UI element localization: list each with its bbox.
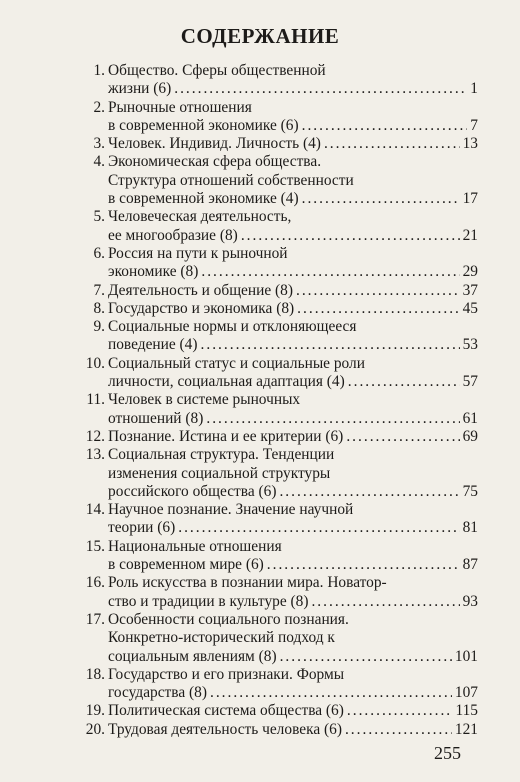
toc-entry (80, 355, 478, 392)
dot-leader (296, 282, 460, 300)
toc-entry-title-line: Деятельность и общение (8) (108, 281, 293, 299)
toc-entry-last-line (108, 519, 478, 537)
dot-leader (279, 483, 459, 501)
toc-entry-title-line: Общество. Сферы общественной (108, 62, 326, 79)
toc-entry (80, 99, 478, 136)
toc-entry-number: 10. (85, 354, 105, 372)
toc-entry (80, 62, 478, 99)
dot-leader (241, 227, 460, 245)
page-title: СОДЕРЖАНИЕ (180, 24, 340, 48)
toc-entry-title-line: личности, социальная адаптация (4) (108, 373, 345, 391)
toc-entry-title-line: Государство и его признаки. Формы (108, 665, 345, 683)
toc-entry-last-line (108, 428, 478, 446)
dot-leader (348, 373, 460, 391)
toc-entry-title-line: Россия на пути к рыночной (108, 244, 288, 262)
toc-entry (80, 300, 478, 318)
dot-leader (201, 336, 460, 354)
toc-entry (80, 428, 478, 446)
toc-entry-number: 16. (85, 574, 105, 592)
toc-entry (80, 245, 478, 282)
toc-entry-last-line (108, 648, 478, 666)
toc-entry-number: 8. (93, 299, 105, 317)
toc-entry-page: 7 (470, 116, 478, 134)
toc-entry-last-line (108, 227, 478, 245)
toc-entry-number: 4. (93, 153, 105, 171)
toc-entry-title-line: в современной экономике (6) (108, 116, 299, 134)
toc-entry (80, 538, 478, 575)
toc-entry-page: 45 (462, 299, 478, 317)
toc-entry-number: 12. (85, 427, 105, 445)
dot-leader (302, 190, 460, 208)
toc-entry-number: 5. (93, 208, 105, 226)
toc-entry-title-line: жизни (6) (108, 80, 172, 98)
dot-leader (311, 593, 459, 611)
toc-entry-last-line (108, 135, 478, 153)
toc-entry-title-line: Национальные отношения (108, 537, 282, 555)
toc-entry (80, 153, 478, 208)
toc-entry-last-line (108, 556, 478, 574)
toc-entry-last-line (108, 300, 478, 318)
dot-leader (210, 684, 452, 702)
toc-entry-page: 13 (462, 135, 478, 153)
table-of-contents (80, 62, 478, 739)
toc-entry-last-line (108, 684, 478, 702)
toc-entry-page: 87 (462, 556, 478, 574)
toc-entry-title-line: ство и традиции в культуре (8) (108, 592, 309, 610)
toc-entry-page: 107 (454, 684, 478, 702)
toc-entry-page: 81 (462, 519, 478, 537)
toc-entry (80, 318, 478, 355)
toc-entry (80, 611, 478, 666)
toc-entry-last-line (108, 263, 478, 281)
toc-entry-title-line: российского общества (6) (108, 482, 277, 500)
toc-entry-title-line: Экономическая сфера общества. (108, 153, 322, 171)
toc-entry-page: 29 (462, 263, 478, 281)
toc-entry-page: 1 (470, 80, 478, 98)
toc-entry-last-line (108, 483, 478, 501)
dot-leader (347, 702, 453, 720)
toc-entry-title-line: ее многообразие (8) (108, 226, 238, 244)
toc-entry-title-line: теории (6) (108, 519, 176, 537)
toc-entry-page: 75 (462, 482, 478, 500)
toc-entry-last-line (108, 190, 478, 208)
toc-entry-title-line: Человек. Индивид. Личность (4) (108, 135, 321, 153)
toc-entry-number: 14. (85, 501, 105, 519)
toc-entry (80, 135, 478, 153)
toc-entry-number: 17. (85, 610, 105, 628)
dot-leader (174, 80, 467, 98)
toc-entry-title-line: Особенности социального познания. (108, 610, 349, 628)
toc-entry-title-line: Познание. Истина и ее критерии (6) (108, 427, 344, 445)
toc-entry-title-line: государства (8) (108, 684, 207, 702)
toc-entry-page: 17 (462, 190, 478, 208)
toc-entry-last-line (108, 373, 478, 391)
toc-entry-page: 93 (462, 592, 478, 610)
toc-entry-title-line: Научное познание. Значение научной (108, 501, 354, 519)
toc-entry-title-line: поведение (4) (108, 336, 198, 354)
toc-entry-number: 18. (85, 665, 105, 683)
toc-entry-title-line: Социальный статус и социальные роли (108, 354, 365, 372)
toc-entry-number: 1. (93, 62, 105, 79)
toc-entry-title-line: Структура отношений собственности (108, 171, 354, 189)
toc-entry (80, 501, 478, 538)
toc-entry-last-line (108, 721, 478, 739)
toc-entry (80, 702, 478, 720)
toc-entry (80, 282, 478, 300)
toc-entry-title-line: Политическая система общества (6) (108, 702, 344, 720)
toc-entry-number: 7. (93, 281, 105, 299)
toc-entry-number: 3. (93, 135, 105, 153)
toc-entry-page: 61 (462, 409, 478, 427)
toc-entry (80, 208, 478, 245)
toc-entry-title-line: экономике (8) (108, 263, 199, 281)
toc-entry-page: 57 (462, 373, 478, 391)
toc-entry-last-line (108, 282, 478, 300)
toc-entry-last-line (108, 702, 478, 720)
toc-entry-last-line (108, 117, 478, 135)
toc-entry-page: 69 (462, 427, 478, 445)
toc-entry-title-line: Человеческая деятельность, (108, 208, 292, 226)
toc-entry (80, 721, 478, 739)
toc-entry-title-line: Конкретно-исторический подход к (108, 629, 335, 647)
toc-entry (80, 574, 478, 611)
toc-entry (80, 391, 478, 428)
toc-entry-last-line (108, 80, 478, 98)
toc-entry-page: 115 (455, 702, 478, 720)
toc-entry-last-line (108, 336, 478, 354)
toc-entry-page: 37 (462, 281, 478, 299)
toc-entry-page: 53 (462, 336, 478, 354)
toc-entry-number: 11. (86, 391, 105, 409)
dot-leader (324, 135, 460, 153)
toc-entry-number: 20. (85, 720, 105, 738)
dot-leader (302, 117, 468, 135)
dot-leader (267, 556, 460, 574)
toc-entry-page: 101 (454, 647, 478, 665)
toc-entry-page: 121 (454, 720, 478, 738)
toc-entry-number: 2. (93, 98, 105, 116)
dot-leader (280, 648, 452, 666)
page-number: 255 (434, 743, 461, 763)
dot-leader (345, 721, 452, 739)
dot-leader (178, 519, 459, 537)
toc-entry-title-line: Трудовая деятельность человека (6) (108, 720, 342, 738)
toc-entry-page: 21 (462, 226, 478, 244)
dot-leader (206, 410, 459, 428)
toc-entry-last-line (108, 410, 478, 428)
toc-entry-number: 9. (93, 318, 105, 336)
toc-entry-title-line: отношений (8) (108, 409, 204, 427)
toc-entry-title-line: Роль искусства в познании мира. Новатор- (108, 574, 387, 592)
toc-entry-last-line (108, 593, 478, 611)
dot-leader (346, 428, 459, 446)
toc-entry-title-line: Социальные нормы и отклоняющееся (108, 318, 357, 336)
toc-entry-title-line: Социальная структура. Тенденции (108, 446, 335, 464)
toc-entry-title-line: Человек в системе рыночных (108, 391, 301, 409)
toc-entry-number: 19. (85, 702, 105, 720)
dot-leader (297, 300, 459, 318)
toc-entry-title-line: Государство и экономика (8) (108, 299, 295, 317)
toc-entry-title-line: изменения социальной структуры (108, 464, 331, 482)
toc-entry-title-line: в современном мире (6) (108, 556, 264, 574)
toc-entry (80, 446, 478, 501)
toc-entry-title-line: социальным явлениям (8) (108, 647, 277, 665)
toc-entry-title-line: в современной экономике (4) (108, 190, 299, 208)
toc-entry-number: 6. (93, 244, 105, 262)
toc-entry-number: 15. (85, 537, 105, 555)
dot-leader (201, 263, 459, 281)
toc-entry-title-line: Рыночные отношения (108, 98, 252, 116)
toc-entry-number: 13. (85, 446, 105, 464)
toc-entry (80, 666, 478, 703)
